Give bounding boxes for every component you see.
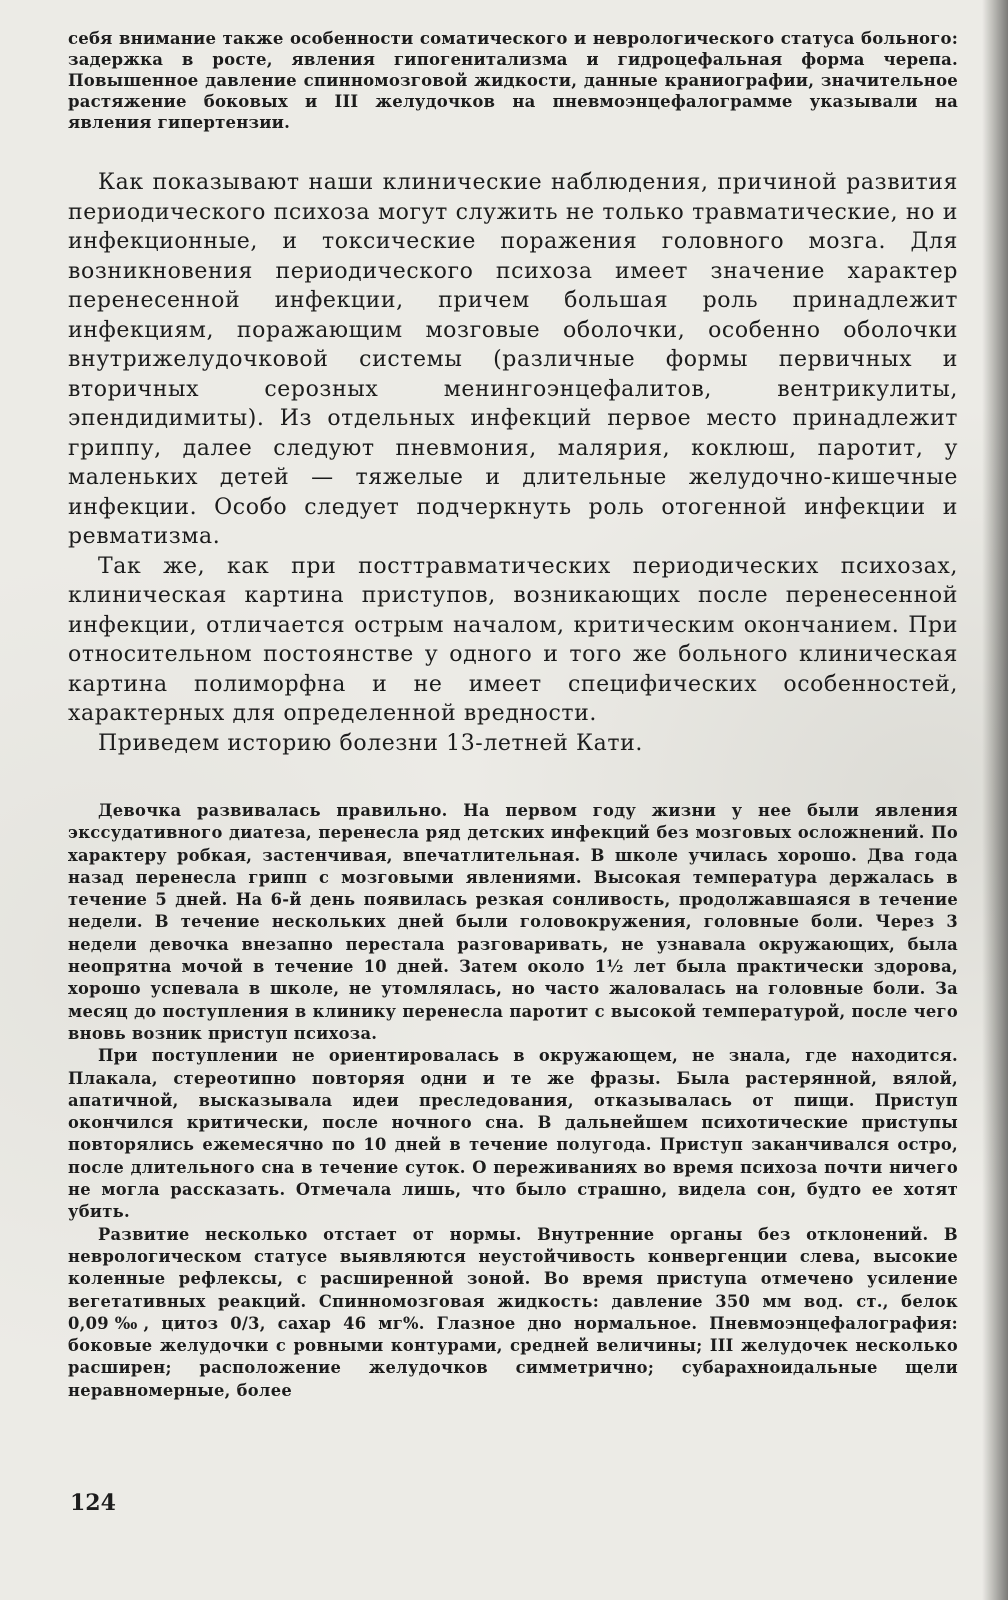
intro-paragraph — [68, 28, 958, 133]
main-paragraph-2: Так же, как при посттравматических периодических психозах, клиническая картина приступов, возникающих после перенесенной инфекции, отличается острым началом, критическим окончанием. При относительном постоянстве у одного и того же больного клиническая картина полиморфна и не имеет специфических особенностей, характерных для определенной вредности. — [68, 553, 958, 726]
case-paragraph-1: Девочка развивалась правильно. На первом году жизни у нее были явления экссудативного диатеза, перенесла ряд детских инфекций без мозговых осложнений. По характеру робкая, застенчивая, впечатлительная. В школе училась хорошо. Два года назад перенесла грипп с мозговыми явлениями. Высокая температура держалась в течение 5 дней. На 6-й день появилась резкая сонливость, продолжавшаяся в течение недели. В течение нескольких дней были головокружения, головные боли. Через 3 недели девочка внезапно перестала разговаривать, не узнавала окружающих, была неопрятна мочой в течение 10 дней. Затем около 1½ лет была практически здорова, хорошо успевала в школе, не утомлялась, но часто жаловалась на головные боли. За месяц до поступления в клинику перенесла паротит с высокой температурой, после чего вновь возник приступ психоза. — [68, 801, 958, 1043]
main-paragraph-1: Как показывают наши клинические наблюдения, причиной развития периодического психоза могут служить не только травматические, но и инфекционные, и токсические поражения головного мозга. Для возникновения периодического психоза имеет значение характер перенесенной инфекции, причем большая роль принадлежит инфекциям, поражающим мозговые оболочки, особенно оболочки внутрижелудочковой системы (различные формы первичных и вторичных серозных менингоэнцефалитов, вентрикулиты, эпендидимиты). Из отдельных инфекций первое место принадлежит гриппу, далее следуют пневмония, малярия, коклюш, паротит, у маленьких детей — тяжелые и длительные желудочно-кишечные инфекции. Особо следует подчеркнуть роль отогенной инфекции и ревматизма. — [68, 170, 958, 549]
page-edge-shadow — [982, 0, 1008, 1600]
intro-text: себя внимание также особенности соматического и неврологического статуса больного: задержка в росте, явления гипогенитализма и гидроцефальная форма черепа. Повышенное давление спинномозговой жидкости, данные краниографии, значительное растяжение боковых и III желудочков на пневмоэнцефалограмме указывали на явления гипертензии. — [68, 29, 958, 132]
page-number: 124 — [70, 1490, 116, 1516]
case-history — [68, 800, 958, 1402]
main-text — [68, 168, 958, 758]
case-paragraph-2: При поступлении не ориентировалась в окружающем, не знала, где находится. Плакала, стереотипно повторяя одни и те же фразы. Была растерянной, вялой, апатичной, высказывала идеи преследования, отказывалась от пищи. Приступ окончился критически, после ночного сна. В дальнейшем психотические приступы повторялись ежемесячно по 10 дней в течение полугода. Приступ заканчивался остро, после длительного сна в течение суток. О переживаниях во время психоза почти ничего не могла рассказать. Отмечала лишь, что было страшно, видела сон, будто ее хотят убить. — [68, 1046, 958, 1222]
main-paragraph-3: Приведем историю болезни 13-летней Кати. — [98, 730, 644, 756]
case-paragraph-3: Развитие несколько отстает от нормы. Внутренние органы без отклонений. В неврологическом статусе выявляются неустойчивость конвергенции слева, высокие коленные рефлексы, с расширенной зоной. Во время приступа отмечено усиление вегетативных реакций. Спинномозговая жидкость: давление 350 мм вод. ст., белок 0,09‰, цитоз 0/3, сахар 46 мг%. Глазное дно нормальное. Пневмоэнцефалография: боковые желудочки с ровными контурами, средней величины; III желудочек несколько расширен; расположение желудочков симметрично; субарахноидальные щели неравномерные, более — [68, 1224, 958, 1400]
